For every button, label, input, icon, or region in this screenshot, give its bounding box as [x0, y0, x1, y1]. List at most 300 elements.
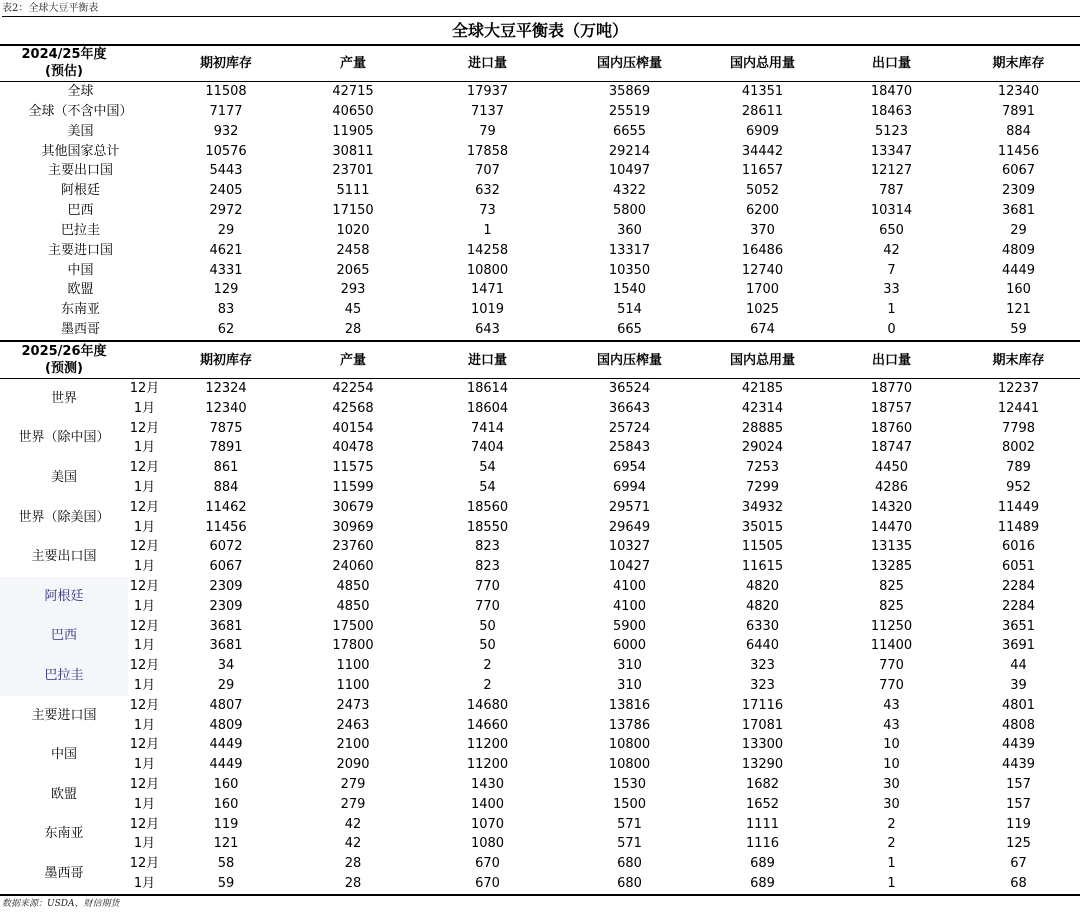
value-cell: 11905 — [332, 123, 374, 139]
value-cell: 1019 — [470, 302, 505, 318]
value-cell: 14660 — [466, 717, 509, 733]
value-cell: 279 — [340, 776, 366, 792]
value-cell: 30 — [883, 796, 900, 812]
value-cell: 3681 — [209, 618, 243, 634]
section1-year: 2024/25年度 — [21, 47, 107, 62]
value-cell: 28 — [344, 856, 362, 872]
value-cell: 28611 — [741, 103, 784, 119]
s1-col-5: 出口量 — [871, 55, 911, 71]
month-cell: 1月 — [133, 796, 156, 812]
value-cell: 10350 — [608, 262, 651, 278]
table-row — [0, 241, 1080, 261]
value-cell: 2 — [887, 816, 896, 832]
value-cell: 18604 — [466, 400, 509, 416]
month-cell: 1月 — [133, 757, 156, 773]
group-label: 世界（除美国） — [18, 509, 110, 525]
value-cell: 370 — [750, 222, 775, 238]
section2-table — [0, 379, 1080, 894]
value-cell: 10 — [883, 737, 900, 753]
value-cell: 7875 — [209, 420, 243, 436]
s1-col-4: 国内总用量 — [729, 55, 795, 71]
row-label: 全球 — [67, 84, 94, 99]
value-cell: 13786 — [608, 717, 651, 733]
month-cell: 1月 — [133, 519, 156, 535]
value-cell: 17500 — [332, 618, 374, 634]
row-label: 巴拉圭 — [61, 222, 101, 238]
value-cell: 632 — [475, 183, 500, 199]
value-cell: 6909 — [745, 123, 780, 139]
value-cell: 8002 — [1001, 440, 1036, 456]
value-cell: 29 — [1010, 222, 1027, 238]
value-cell: 5123 — [874, 123, 909, 139]
table-row — [0, 775, 1080, 795]
value-cell: 10314 — [870, 203, 913, 219]
value-cell: 4808 — [1001, 717, 1036, 733]
value-cell: 13135 — [870, 539, 913, 555]
month-cell: 12月 — [129, 776, 160, 792]
value-cell: 10576 — [205, 143, 247, 159]
section2-blank-cell — [128, 342, 161, 378]
value-cell: 25519 — [608, 103, 651, 119]
month-cell: 12月 — [129, 539, 160, 555]
value-cell: 34 — [217, 658, 235, 674]
value-cell: 2309 — [209, 598, 243, 614]
value-cell: 6440 — [745, 638, 780, 654]
group-label: 主要进口国 — [31, 707, 97, 723]
row-label: 阿根廷 — [61, 183, 101, 199]
row-label: 全球（不含中国） — [28, 103, 133, 119]
value-cell: 62 — [217, 322, 235, 338]
value-cell: 5443 — [209, 163, 243, 179]
section1-table — [0, 82, 1080, 340]
value-cell: 121 — [213, 836, 239, 852]
value-cell: 4621 — [209, 242, 243, 258]
value-cell: 11657 — [741, 163, 784, 179]
value-cell: 11449 — [997, 499, 1040, 515]
value-cell: 2090 — [336, 757, 370, 773]
value-cell: 650 — [879, 222, 904, 238]
value-cell: 28885 — [741, 420, 784, 436]
table-row — [0, 577, 1080, 597]
table-row — [0, 656, 1080, 676]
value-cell: 2 — [887, 836, 896, 852]
table-row — [0, 636, 1080, 656]
section2-year-cell — [0, 342, 128, 378]
value-cell: 680 — [617, 875, 642, 891]
value-cell: 44 — [1010, 658, 1027, 674]
value-cell: 42254 — [332, 381, 374, 396]
value-cell: 4449 — [209, 737, 243, 753]
value-cell: 119 — [213, 816, 239, 832]
value-cell: 157 — [1006, 796, 1031, 812]
value-cell: 11200 — [466, 757, 509, 773]
value-cell: 825 — [879, 578, 904, 594]
value-cell: 29 — [217, 222, 235, 238]
row-label: 中国 — [67, 262, 94, 278]
value-cell: 79 — [479, 123, 496, 139]
value-cell: 17081 — [741, 717, 784, 733]
value-cell: 67 — [1010, 856, 1027, 872]
value-cell: 3651 — [1001, 618, 1036, 634]
value-cell: 884 — [1006, 123, 1031, 139]
table-row — [0, 854, 1080, 874]
value-cell: 18747 — [870, 440, 913, 456]
value-cell: 18760 — [870, 420, 913, 436]
value-cell: 1652 — [745, 796, 780, 812]
value-cell: 12740 — [741, 262, 784, 278]
month-cell: 12月 — [129, 816, 160, 832]
value-cell: 59 — [217, 875, 235, 891]
table-row — [0, 161, 1080, 181]
value-cell: 4820 — [745, 578, 780, 594]
group-label: 东南亚 — [44, 826, 84, 842]
value-cell: 293 — [340, 282, 366, 298]
value-cell: 10800 — [608, 737, 651, 753]
s2-col-4: 国内总用量 — [729, 352, 795, 368]
value-cell: 35869 — [608, 84, 651, 99]
value-cell: 18550 — [466, 519, 509, 535]
row-label: 主要出口国 — [48, 163, 114, 179]
value-cell: 823 — [475, 539, 500, 555]
value-cell: 34442 — [741, 143, 784, 159]
value-cell: 23760 — [332, 539, 374, 555]
value-cell: 29571 — [608, 499, 651, 515]
value-cell: 10800 — [608, 757, 651, 773]
table-caption: 表2：全球大豆平衡表 — [2, 2, 1080, 17]
month-cell: 12月 — [129, 381, 160, 396]
month-cell: 1月 — [133, 836, 156, 852]
table-row — [0, 379, 1080, 399]
value-cell: 884 — [213, 479, 239, 495]
value-cell: 40154 — [332, 420, 374, 436]
value-cell: 1020 — [336, 222, 370, 238]
value-cell: 2309 — [1001, 183, 1036, 199]
table-row — [0, 597, 1080, 617]
value-cell: 3691 — [1001, 638, 1036, 654]
group-label: 欧盟 — [50, 786, 77, 802]
value-cell: 4100 — [612, 598, 647, 614]
month-cell: 1月 — [133, 677, 156, 693]
value-cell: 6330 — [745, 618, 780, 634]
value-cell: 29 — [217, 677, 235, 693]
value-cell: 1 — [887, 875, 896, 891]
rule-bottom — [0, 894, 1080, 896]
value-cell: 7 — [887, 262, 896, 278]
value-cell: 18614 — [466, 381, 509, 396]
value-cell: 11505 — [741, 539, 784, 555]
value-cell: 18757 — [870, 400, 913, 416]
value-cell: 770 — [879, 677, 904, 693]
value-cell: 40478 — [332, 440, 374, 456]
value-cell: 4809 — [209, 717, 243, 733]
value-cell: 4439 — [1001, 757, 1036, 773]
value-cell: 7299 — [745, 479, 780, 495]
s1-col-0: 期初库存 — [199, 55, 252, 71]
value-cell: 29024 — [741, 440, 784, 456]
value-cell: 12340 — [205, 400, 247, 416]
value-cell: 1700 — [745, 282, 780, 298]
value-cell: 2 — [483, 658, 492, 674]
value-cell: 11250 — [870, 618, 913, 634]
s1-col-6: 期末库存 — [992, 55, 1045, 71]
month-cell: 1月 — [133, 598, 156, 614]
month-cell: 1月 — [133, 440, 156, 456]
group-label: 墨西哥 — [44, 866, 84, 882]
month-cell: 12月 — [129, 658, 160, 674]
month-cell: 12月 — [129, 578, 160, 594]
table-row — [0, 221, 1080, 241]
table-row — [0, 201, 1080, 221]
value-cell: 4850 — [336, 578, 370, 594]
table-row — [0, 518, 1080, 538]
value-cell: 129 — [213, 282, 239, 298]
value-cell: 30811 — [332, 143, 374, 159]
value-cell: 6016 — [1001, 539, 1036, 555]
value-cell: 42185 — [741, 381, 784, 396]
group-label: 巴西 — [0, 617, 128, 657]
row-label: 其他国家总计 — [41, 143, 120, 159]
value-cell: 11508 — [205, 84, 247, 99]
value-cell: 6072 — [209, 539, 243, 555]
value-cell: 823 — [475, 559, 500, 575]
value-cell: 2284 — [1001, 598, 1036, 614]
value-cell: 23701 — [332, 163, 374, 179]
table-row — [0, 537, 1080, 557]
value-cell: 160 — [213, 796, 239, 812]
value-cell: 4449 — [209, 757, 243, 773]
s2-col-3: 国内压榨量 — [596, 352, 662, 368]
value-cell: 670 — [475, 875, 500, 891]
value-cell: 6067 — [209, 559, 243, 575]
table-row — [0, 142, 1080, 162]
value-cell: 14320 — [870, 499, 913, 515]
value-cell: 40650 — [332, 103, 374, 119]
value-cell: 42 — [344, 816, 362, 832]
row-label: 美国 — [67, 123, 94, 139]
value-cell: 2405 — [209, 183, 243, 199]
value-cell: 2284 — [1001, 578, 1036, 594]
value-cell: 6000 — [612, 638, 647, 654]
value-cell: 13290 — [741, 757, 784, 773]
table-row — [0, 261, 1080, 281]
group-label: 主要出口国 — [31, 549, 97, 565]
group-label: 美国 — [50, 470, 77, 486]
value-cell: 2473 — [336, 697, 370, 713]
value-cell: 17858 — [466, 143, 509, 159]
value-cell: 5900 — [612, 618, 647, 634]
table-row — [0, 399, 1080, 419]
value-cell: 4807 — [209, 697, 243, 713]
section2-year: 2025/26年度 — [21, 344, 107, 359]
table-row — [0, 280, 1080, 300]
value-cell: 6051 — [1001, 559, 1036, 575]
value-cell: 36524 — [608, 381, 651, 396]
value-cell: 787 — [879, 183, 904, 199]
value-cell: 571 — [617, 836, 642, 852]
table-row — [0, 438, 1080, 458]
value-cell: 33 — [883, 282, 900, 298]
value-cell: 770 — [475, 598, 500, 614]
value-cell: 24060 — [332, 559, 374, 575]
value-cell: 17150 — [332, 203, 374, 219]
value-cell: 160 — [1006, 282, 1031, 298]
value-cell: 7798 — [1001, 420, 1036, 436]
table-row — [0, 795, 1080, 815]
value-cell: 6200 — [745, 203, 780, 219]
month-cell: 1月 — [133, 638, 156, 654]
value-cell: 952 — [1006, 479, 1031, 495]
value-cell: 11456 — [997, 143, 1040, 159]
value-cell: 7177 — [209, 103, 243, 119]
value-cell: 2463 — [336, 717, 370, 733]
value-cell: 29649 — [608, 519, 651, 535]
value-cell: 17937 — [466, 84, 509, 99]
value-cell: 58 — [217, 856, 235, 872]
value-cell: 1471 — [470, 282, 505, 298]
value-cell: 1070 — [470, 816, 505, 832]
value-cell: 2458 — [336, 242, 370, 258]
value-cell: 1025 — [745, 302, 780, 318]
value-cell: 861 — [213, 460, 239, 476]
table-row — [0, 834, 1080, 854]
value-cell: 825 — [879, 598, 904, 614]
value-cell: 2100 — [336, 737, 370, 753]
value-cell: 10427 — [608, 559, 651, 575]
month-cell: 12月 — [129, 420, 160, 436]
value-cell: 39 — [1010, 677, 1027, 693]
value-cell: 83 — [217, 302, 235, 318]
value-cell: 6994 — [612, 479, 647, 495]
value-cell: 68 — [1010, 875, 1027, 891]
value-cell: 770 — [879, 658, 904, 674]
value-cell: 11400 — [870, 638, 913, 654]
value-cell: 18463 — [870, 103, 913, 119]
value-cell: 125 — [1006, 836, 1031, 852]
value-cell: 11489 — [997, 519, 1040, 535]
value-cell: 3681 — [209, 638, 243, 654]
section1-note: (预估) — [45, 64, 83, 79]
value-cell: 514 — [617, 302, 642, 318]
value-cell: 12324 — [205, 381, 247, 396]
month-cell: 12月 — [129, 737, 160, 753]
month-cell: 1月 — [133, 875, 156, 891]
row-label: 墨西哥 — [61, 322, 101, 338]
value-cell: 4450 — [874, 460, 909, 476]
s1-col-1: 产量 — [339, 55, 366, 71]
section2-header — [0, 342, 1080, 378]
value-cell: 29214 — [608, 143, 651, 159]
value-cell: 6067 — [1001, 163, 1036, 179]
row-label: 巴西 — [67, 203, 94, 219]
value-cell: 7137 — [470, 103, 505, 119]
value-cell: 35015 — [741, 519, 784, 535]
value-cell: 11462 — [205, 499, 247, 515]
value-cell: 5052 — [745, 183, 780, 199]
value-cell: 14258 — [466, 242, 509, 258]
month-cell: 12月 — [129, 618, 160, 634]
table-row — [0, 735, 1080, 755]
value-cell: 932 — [213, 123, 239, 139]
value-cell: 707 — [475, 163, 500, 179]
value-cell: 43 — [883, 717, 900, 733]
value-cell: 54 — [479, 479, 496, 495]
value-cell: 4322 — [612, 183, 647, 199]
month-cell: 1月 — [133, 717, 156, 733]
value-cell: 6655 — [612, 123, 647, 139]
value-cell: 770 — [475, 578, 500, 594]
value-cell: 689 — [750, 875, 775, 891]
value-cell: 310 — [617, 658, 642, 674]
value-cell: 11200 — [466, 737, 509, 753]
value-cell: 13300 — [741, 737, 784, 753]
data-source: 数据来源：USDA、财信期货 — [2, 899, 120, 909]
value-cell: 643 — [475, 322, 500, 338]
value-cell: 12441 — [997, 400, 1040, 416]
value-cell: 42568 — [332, 400, 374, 416]
value-cell: 7414 — [470, 420, 505, 436]
value-cell: 12340 — [997, 84, 1040, 99]
value-cell: 59 — [1010, 322, 1027, 338]
value-cell: 17800 — [332, 638, 374, 654]
month-cell: 12月 — [129, 856, 160, 872]
value-cell: 3681 — [1001, 203, 1036, 219]
value-cell: 157 — [1006, 776, 1031, 792]
value-cell: 10497 — [608, 163, 651, 179]
table-row — [0, 874, 1080, 894]
table-row — [0, 419, 1080, 439]
value-cell: 4809 — [1001, 242, 1036, 258]
value-cell: 1 — [887, 302, 896, 318]
value-cell: 1080 — [470, 836, 505, 852]
value-cell: 30 — [883, 776, 900, 792]
table-row — [0, 458, 1080, 478]
value-cell: 1682 — [745, 776, 780, 792]
value-cell: 7891 — [1001, 103, 1036, 119]
section1-year-cell — [0, 46, 128, 80]
value-cell: 10327 — [608, 539, 651, 555]
s2-col-5: 出口量 — [871, 352, 911, 368]
value-cell: 360 — [617, 222, 642, 238]
value-cell: 665 — [617, 322, 642, 338]
value-cell: 4439 — [1001, 737, 1036, 753]
value-cell: 119 — [1006, 816, 1031, 832]
value-cell: 11615 — [741, 559, 784, 575]
value-cell: 5111 — [336, 183, 370, 199]
table-row — [0, 716, 1080, 736]
table-row — [0, 102, 1080, 122]
table-title: 全球大豆平衡表（万吨） — [451, 21, 628, 40]
value-cell: 18470 — [870, 84, 913, 99]
value-cell: 571 — [617, 816, 642, 832]
value-cell: 54 — [479, 460, 496, 476]
value-cell: 323 — [750, 677, 775, 693]
value-cell: 7253 — [745, 460, 780, 476]
s1-col-2: 进口量 — [467, 55, 507, 71]
value-cell: 1 — [887, 856, 896, 872]
table-row — [0, 478, 1080, 498]
table-row — [0, 122, 1080, 142]
s2-col-0: 期初库存 — [199, 352, 252, 368]
value-cell: 4850 — [336, 598, 370, 614]
table-row — [0, 498, 1080, 518]
value-cell: 5800 — [612, 203, 647, 219]
table-row — [0, 181, 1080, 201]
value-cell: 13285 — [870, 559, 913, 575]
value-cell: 1111 — [745, 816, 780, 832]
value-cell: 1100 — [336, 658, 370, 674]
month-cell: 1月 — [133, 479, 156, 495]
value-cell: 121 — [1006, 302, 1031, 318]
